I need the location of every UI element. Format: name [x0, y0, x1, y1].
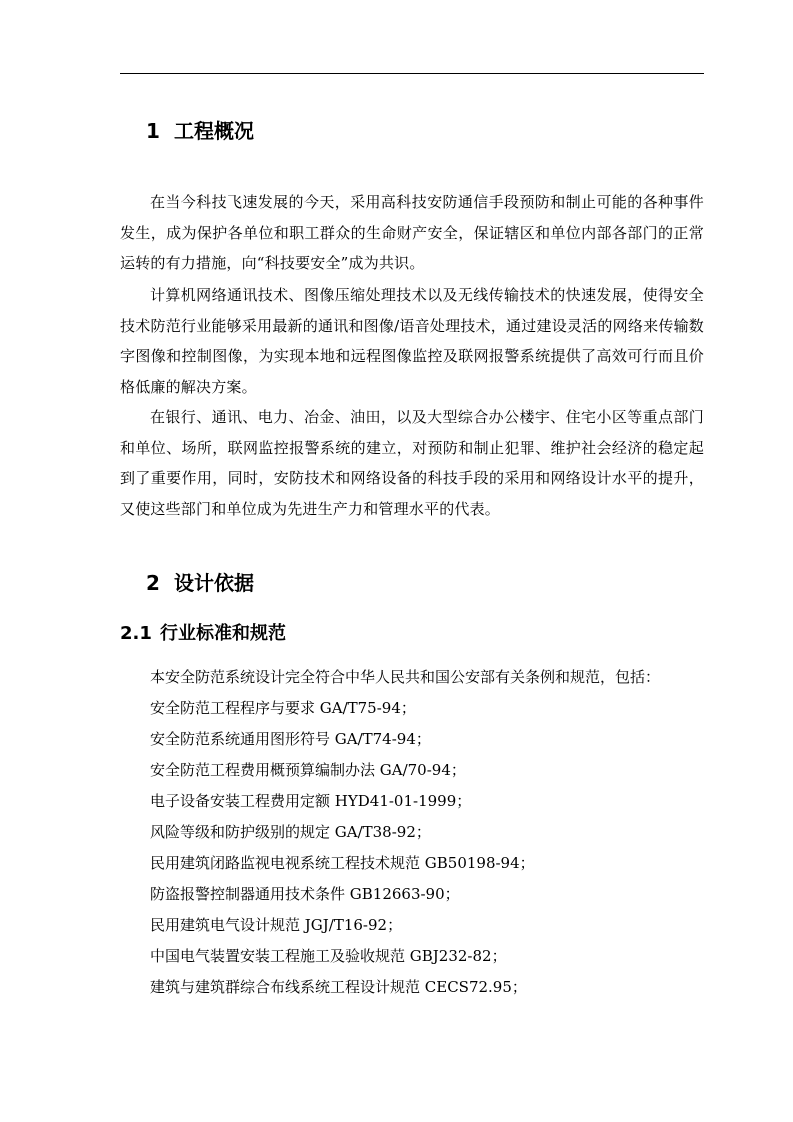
section-title: 工程概况: [174, 119, 254, 143]
subsection-heading: [120, 622, 286, 646]
paragraph-2: 计算机网络通讯技术、图像压缩处理技术以及无线传输技术的快速发展，使得安全技术防范行业能够采用最新的通讯和图像/语音处理技术，通过建设灵活的网络来传输数字图像和控制图像，为实现本地和远程图像监控及联网报警系统提供了高效可行而且价格低廉的解决方案。: [120, 286, 704, 396]
list-item: 建筑与建筑群综合布线系统工程设计规范 CECS72.95；: [150, 978, 527, 996]
list-item: 电子设备安装工程费用定额 HYD41-01-1999；: [150, 792, 472, 810]
subsection-title: 行业标准和规范: [160, 623, 286, 644]
list-item: 安全防范系统通用图形符号 GA/T74-94；: [150, 730, 431, 748]
list-item: 安全防范工程程序与要求 GA/T75-94；: [150, 699, 416, 717]
header-rule: [120, 73, 704, 74]
section-number: 2: [146, 571, 160, 595]
list-item: 中国电气装置安装工程施工及验收规范 GBJ232-82；: [150, 947, 507, 965]
list-item: 风险等级和防护级别的规定 GA/T38-92；: [150, 823, 431, 841]
list-item: 民用建筑电气设计规范 JGJ/T16-92；: [150, 916, 403, 934]
paragraph-3: 在银行、通讯、电力、冶金、油田，以及大型综合办公楼宇、住宅小区等重点部门和单位、场所，联网监控报警系统的建立，对预防和制止犯罪、维护社会经济的稳定起到了重要作用，同时，安防技术和网络设备的科技手段的采用和网络设计水平的提升，又使这些部门和单位成为先进生产力和管理水平的代表。: [120, 408, 704, 518]
list-item: 安全防范工程费用概预算编制办法 GA/70-94；: [150, 761, 466, 779]
paragraph-1: 在当今科技飞速发展的今天，采用高科技安防通信手段预防和制止可能的各种事件发生，成为保护各单位和职工群众的生命财产安全，保证辖区和单位内部各部门的正常运转的有力措施，向“科技要安全”成为共识。: [120, 193, 704, 272]
subsection-number: 2.1: [120, 623, 152, 644]
list-intro: 本安全防范系统设计完全符合中华人民共和国公安部有关条例和规范，包括：: [150, 668, 661, 686]
section-title: 设计依据: [174, 571, 254, 595]
section-heading-1: [146, 118, 254, 144]
list-item: 民用建筑闭路监视电视系统工程技术规范 GB50198-94；: [150, 854, 535, 872]
section-heading-2: [146, 570, 254, 596]
section-number: 1: [146, 119, 160, 143]
list-item: 防盗报警控制器通用技术条件 GB12663-90；: [150, 885, 460, 903]
standards-list: [150, 662, 660, 1003]
